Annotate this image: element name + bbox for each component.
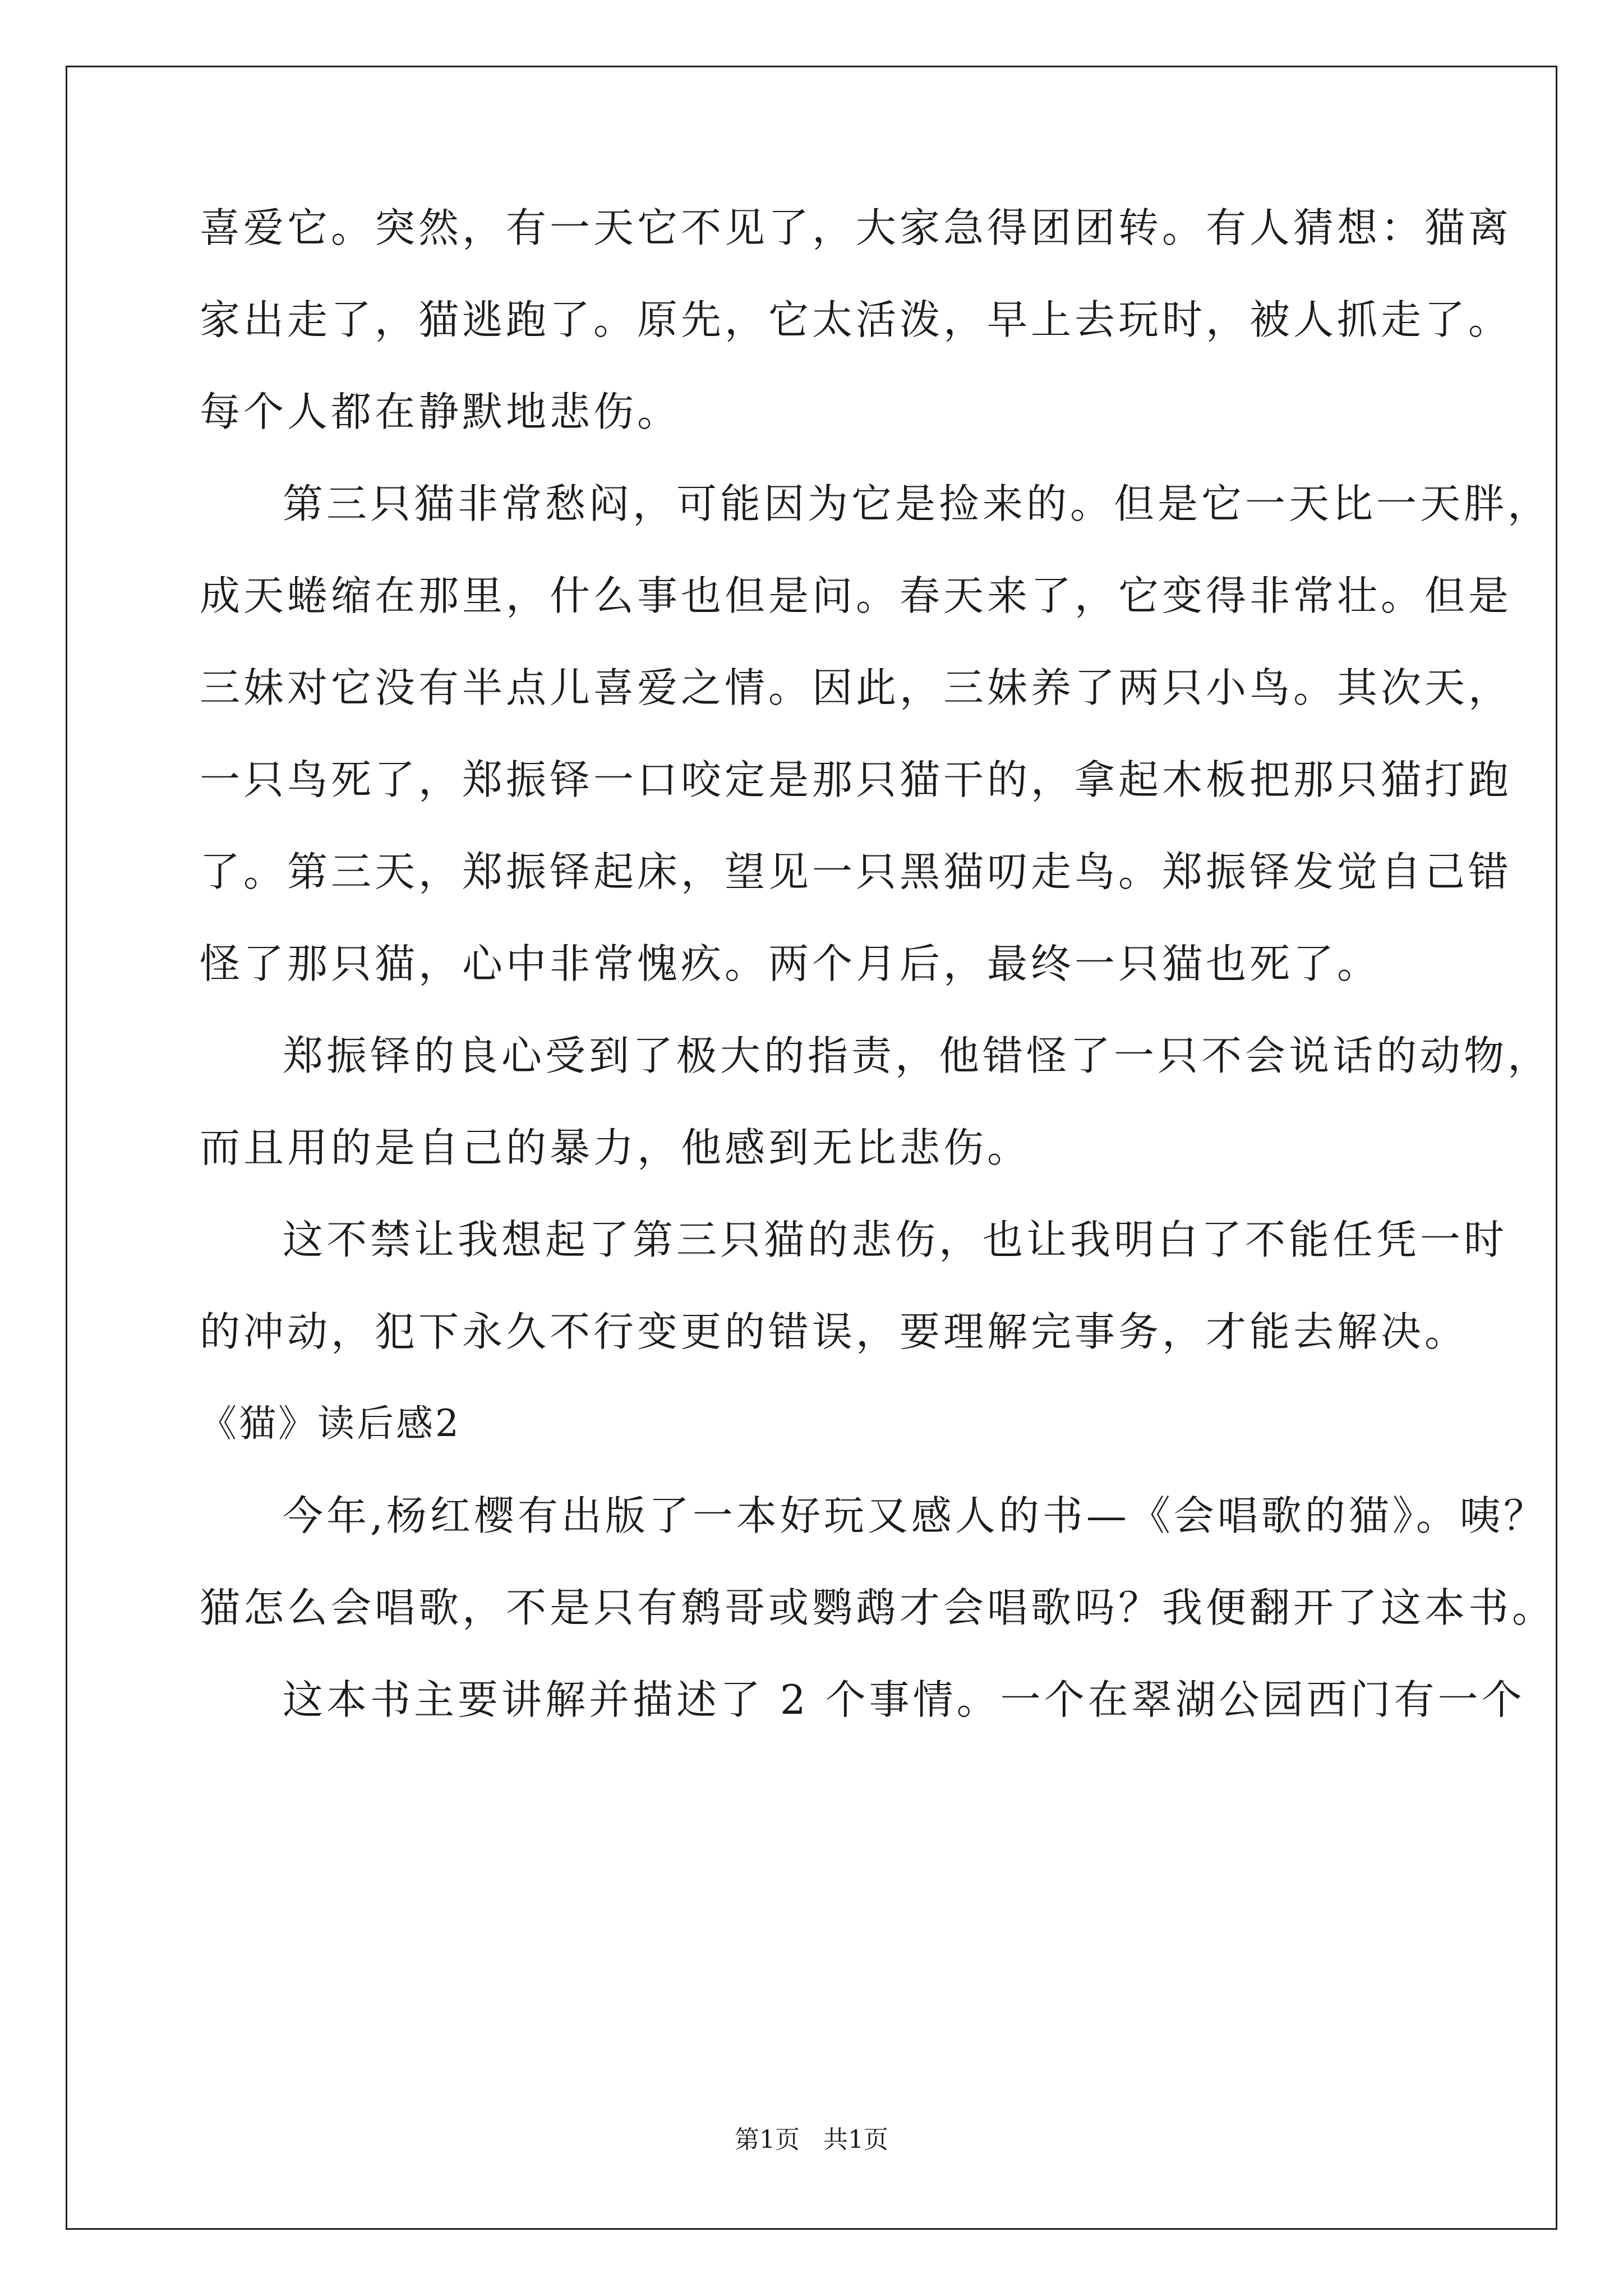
page-number: 第1页 [735,2125,800,2154]
document-body [200,204,1556,1772]
text-line-7: 一只鸟死了，郑振铎一口咬定是那只猫干的，拿起木板把那只猫打跑 [200,756,1513,803]
text-line-8: 了。第三天，郑振铎起床，望见一只黑猫叨走鸟。郑振铎发觉自己错 [200,848,1513,895]
text-line-5: 成天蜷缩在那里，什么事也但是问。春天来了，它变得非常壮。但是 [200,572,1513,619]
text-line-2: 家出走了，猫逃跑了。原先，它太活泼，早上去玩时，被人抓走了。 [200,296,1513,343]
text-line-11: 而且用的是自己的暴力，他感到无比悲伤。 [200,1124,1031,1171]
text-line-1: 喜爱它。突然，有一天它不见了，大家急得团团转。有人猜想：猫离 [200,204,1513,251]
text-line-17: 这本书主要讲解并描述了 2 个事情。一个在翠湖公园西门有一个 [283,1676,1525,1723]
text-line-6: 三妹对它没有半点儿喜爱之情。因此，三妹养了两只小鸟。其次天， [200,664,1513,711]
text-line-10: 郑振铎的良心受到了极大的指责，他错怪了一只不会说话的动物， [283,1032,1552,1079]
text-line-12: 这不禁让我想起了第三只猫的悲伤，也让我明白了不能任凭一时 [283,1216,1508,1263]
text-line-9: 怪了那只猫，心中非常愧疚。两个月后，最终一只猫也死了。 [200,940,1381,987]
text-line-15: 今年,杨红樱有出版了一本好玩又感人的书—《会唱歌的猫》。咦？ [283,1492,1547,1539]
text-line-16: 猫怎么会唱歌，不是只有鹩哥或鹦鹉才会唱歌吗？我便翻开了这本书。 [200,1584,1556,1631]
page-footer [0,2126,1623,2154]
section-heading: 《猫》读后感2 [200,1402,461,1445]
page-total: 共1页 [823,2125,888,2154]
text-line-13: 的冲动，犯下永久不行变更的错误，要理解完事务，才能去解决。 [200,1308,1469,1355]
text-line-3: 每个人都在静默地悲伤。 [200,388,681,435]
text-line-4: 第三只猫非常愁闷，可能因为它是捡来的。但是它一天比一天胖， [283,480,1552,527]
